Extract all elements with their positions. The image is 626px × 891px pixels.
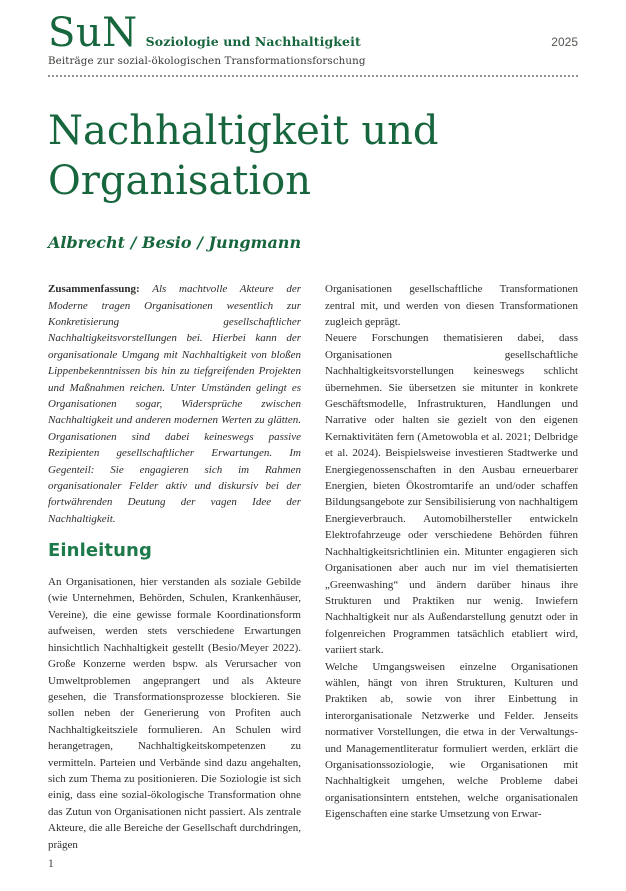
abstract-label: Zusammenfassung:	[48, 283, 140, 296]
page-number: 1	[48, 858, 54, 870]
abstract-text: Als machtvolle Akteure der Moderne tragen Organisationen wesentlich zur Konkretisierung gesellschaftlicher Nachhaltigkeitsvorstellungen bei. Hierbei kann der organisationale Umgang mit Nachhaltigkeit von bloßen Lippenbekenntnissen bis hin zu tiefgreifenden Projekten und Maßnahmen reichen. Unter Umständen gelingt es Organisationen sogar, Widersprüche zwischen Nachhaltigkeit und anderen modernen Werten zu glätten. Organisationen sind dabei keineswegs passive Rezipienten gesellschaftlicher Erwartungen. Im Gegenteil: Sie engagieren sich im Rahmen organisationaler Felder aktiv und diskursiv bei der fortwährenden Deutung der vagen Idee der Nachhaltigkeit.	[48, 283, 301, 525]
paragraph-intro-1: An Organisationen, hier verstanden als soziale Gebilde (wie Unternehmen, Behörden, Schulen, Krankenhäuser, Vereine), die eine gewisse formale Koordinationsform aufweisen, werden stets verschiedene Erwartungen hinsichtlich Nachhaltigkeit gestellt (Besio/Meyer 2022). Große Konzerne werden bspw. als Verursacher von Umweltproblemen angeprangert und als Akteure gesehen, die Transformationsprozesse blockieren. Sie sollen neben der Generierung von Profiten auch Nachhaltigkeitsziele formulieren. An Schulen wird herangetragen, Nachhaltigkeitskompetenzen zu vermitteln. Parteien und Verbände sind dazu angehalten, sich zum Thema zu positionieren. Die Soziologie ist sich einig, dass eine sozial-ökologische Transformation ohne das Zutun von Organisationen nicht passiert. Als zentrale Akteure, die alle Bereiche der Gesellschaft durchdringen, prägen	[48, 576, 301, 851]
column-left	[48, 281, 301, 853]
journal-logo	[48, 10, 366, 67]
paragraph-intro-4: Welche Umgangsweisen einzelne Organisationen wählen, hängt von ihren Strukturen, Kulturen und Praktiken ab, sowie von ihrer Einbettung in interorganisationale Netzwerke und Felder. Jenseits normativer Vorstellungen, die etwa in der Verwaltungs- und Managementliteratur formuliert werden, erklärt die Organisationssoziologie, wie Organisationen mit Nachhaltigkeit umgehen, welche Probleme dabei organisationsintern entstehen, welche organisationalen Eigenschaften eine starke Umsetzung von Erwar-	[325, 660, 578, 821]
paragraph-intro-2: Organisationen gesellschaftliche Transformationen zentral mit, und werden von diesen Transformationen zugleich geprägt.	[325, 283, 578, 328]
section-heading-einleitung: Einleitung	[48, 540, 152, 562]
header-dotted-divider	[48, 75, 578, 77]
journal-acronym: SuN	[48, 10, 138, 56]
journal-name: Soziologie und Nachhaltigkeit	[145, 34, 361, 49]
abstract-paragraph	[48, 281, 301, 527]
column-right	[325, 281, 578, 853]
article-authors: Albrecht / Besio / Jungmann	[48, 233, 302, 253]
journal-header	[48, 10, 578, 67]
year-label: 2025	[551, 35, 578, 49]
article-title: Nachhaltigkeit und Organisation	[48, 108, 439, 204]
content-columns	[48, 281, 578, 853]
journal-logo-row	[48, 10, 366, 56]
paragraph-intro-3: Neuere Forschungen thematisieren dabei, dass Organisationen gesellschaftliche Nachhaltigkeitsvorstellungen keineswegs schlicht übernehmen. Sie übersetzen sie mitunter in konkrete Geschäftsmodelle, Infrastrukturen, Handlungen und Narrative oder halten sie gezielt von den eigenen Kernaktivitäten fern (Ametowobla et al. 2021; Delbridge et al. 2024). Beispielsweise investieren Stadtwerke und Energiegenossenschaften in den Ausbau erneuerbarer Energien, bieten Ökostromtarife an und/oder schaffen Bildungsangebote zur Sensibilisierung von nachhaltigem Energieverbrauch. Automobilhersteller entwickeln Elektrofahrzeuge oder verschiedene Behörden führen Nachhaltigkeitsrichtlinien ein. Mitunter engagieren sich Organisationen aber auch nur im viel thematisierten „Greenwashing“ und ändern darüber hinaus ihre Strukturen und Praktiken nur wenig. Inwiefern Nachhaltigkeit nur als Außendarstellung genutzt oder in folgenreichen Programmen tatsächlich etabliert wird, variiert stark.	[325, 332, 578, 657]
journal-subtitle: Beiträge zur sozial-ökologischen Transformationsforschung	[48, 55, 366, 67]
